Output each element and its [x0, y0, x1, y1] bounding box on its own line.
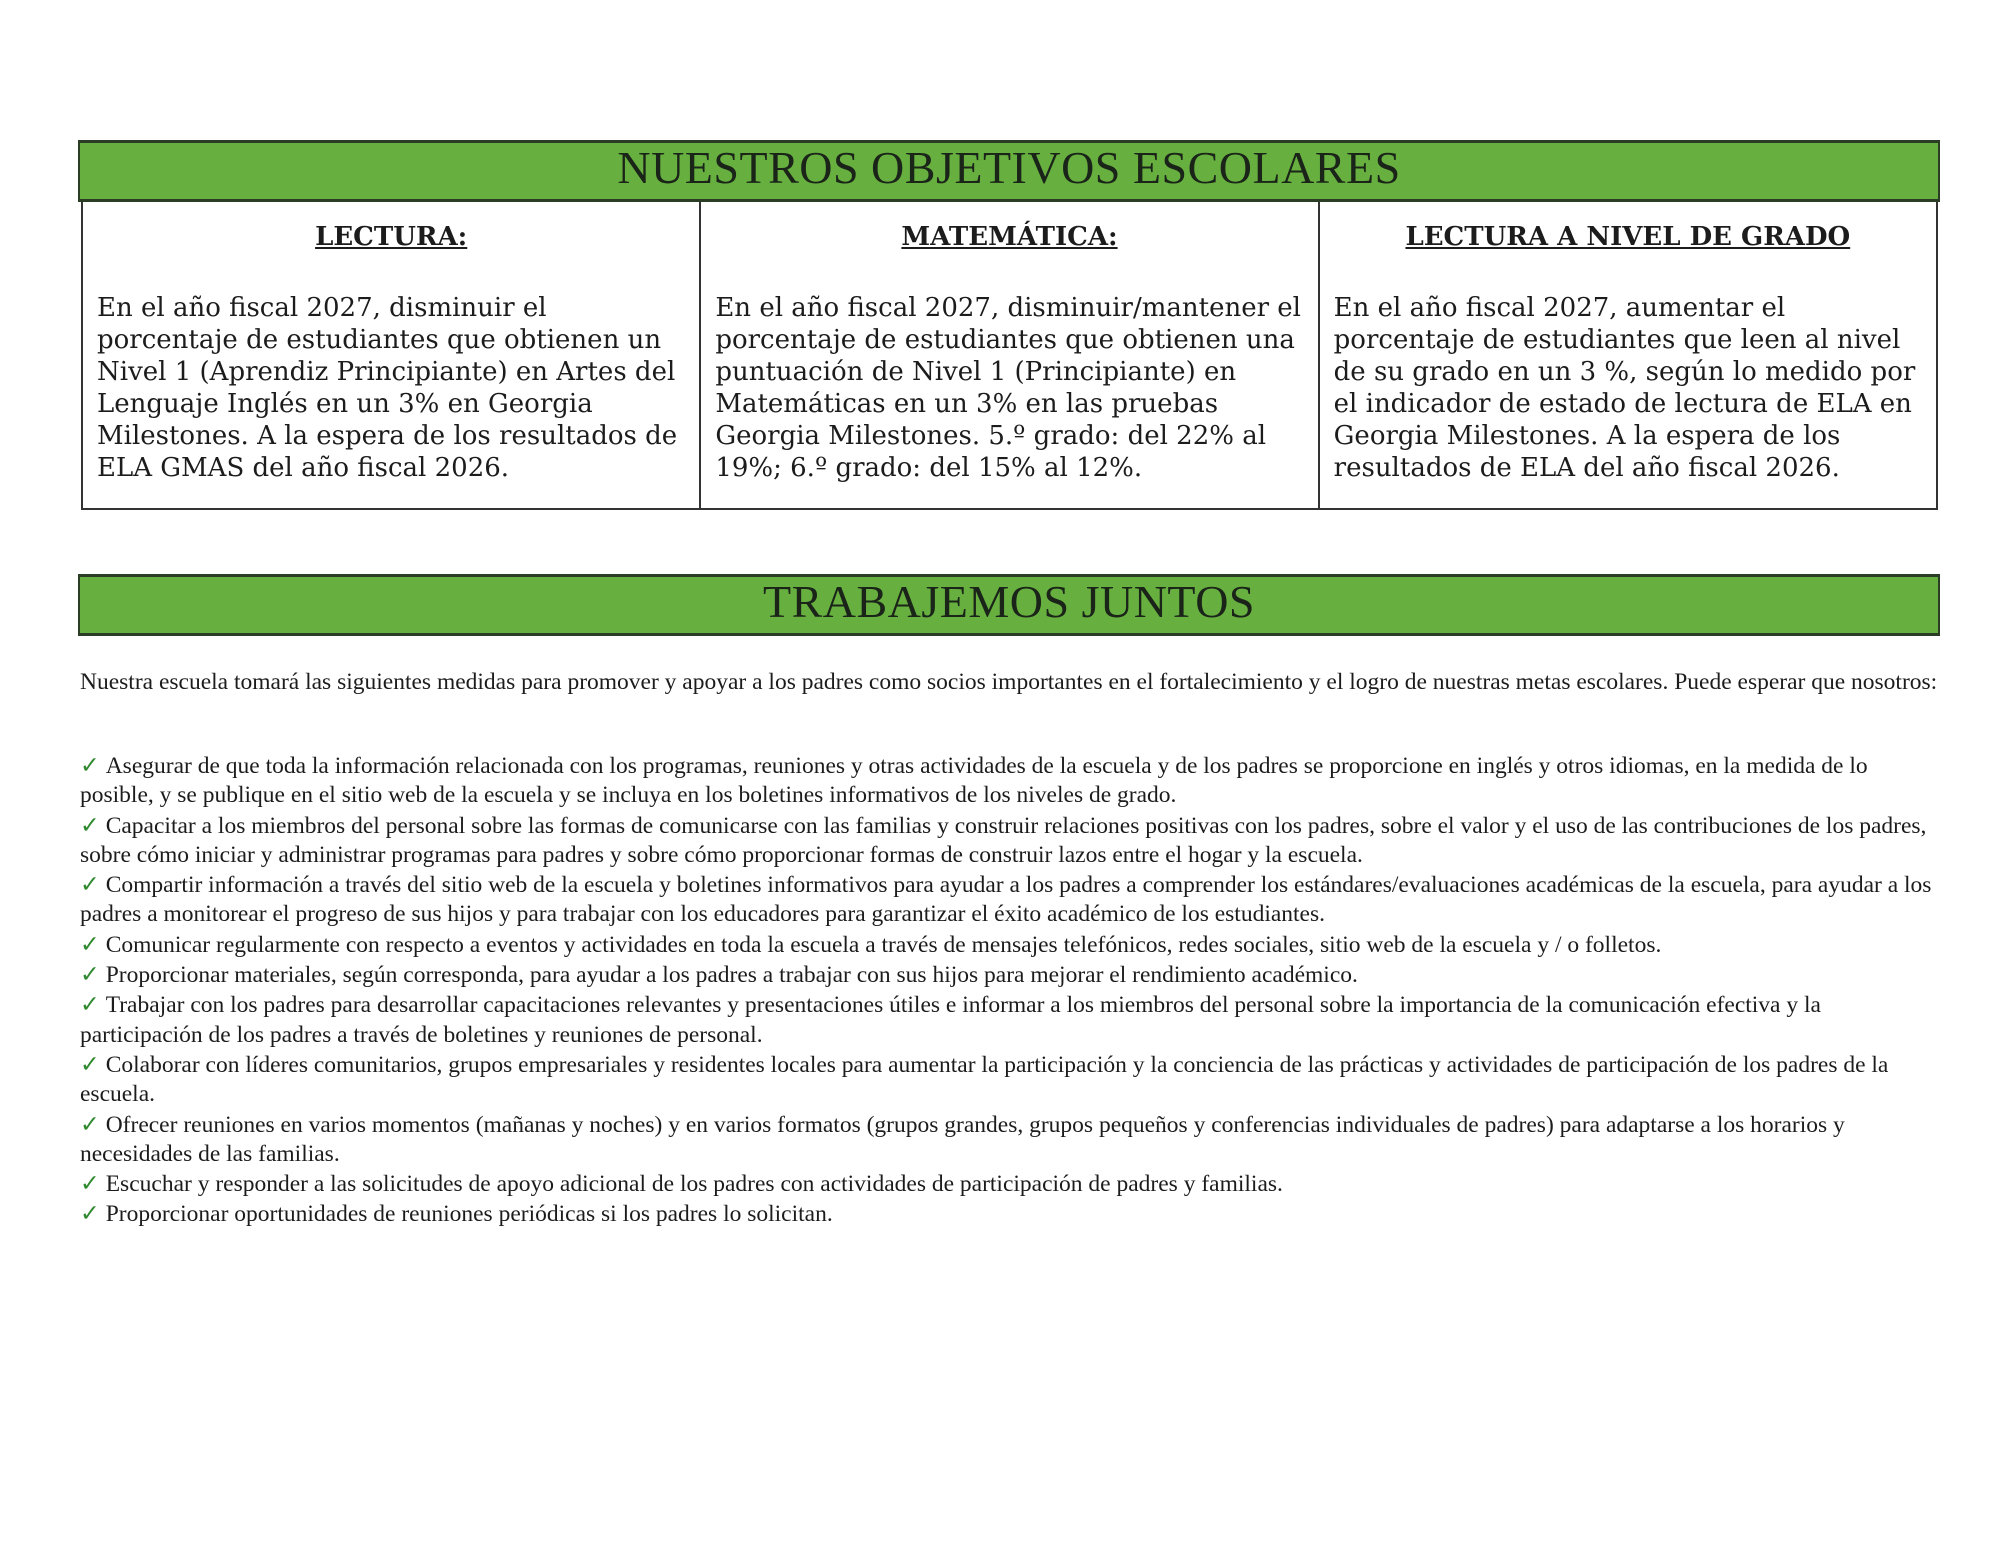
- list-item: [80, 1110, 1940, 1170]
- check-icon: ✓: [80, 929, 100, 958]
- goals-banner: [78, 140, 1940, 202]
- list-item: [80, 960, 1940, 990]
- check-icon: ✓: [80, 810, 100, 839]
- goal-text: En el año fiscal 2027, disminuir/mantener el porcentaje de estudiantes que obtienen una puntuación de Nivel 1 (Principiante) en Matemáticas en un 3% en las pruebas Georgia Milestones. 5.º grado: del 22% al 19%; 6.º grado: del 15% al 12%.: [715, 293, 1302, 483]
- work-together-banner: [78, 574, 1940, 636]
- list-item: [80, 990, 1940, 1050]
- work-intro: Nuestra escuela tomará las siguientes medidas para promover y apoyar a los padres como socios importantes en el fortalecimiento y el logro de nuestras metas escolares. Puede esperar que nosotros:: [80, 669, 1938, 695]
- goal-text: En el año fiscal 2027, aumentar el porcentaje de estudiantes que leen al nivel de su grado en un 3 %, según lo medido por el indicador de estado de lectura de ELA en Georgia Milestones. A la espera de los resultados de ELA del año fiscal 2026.: [1333, 293, 1916, 483]
- check-icon: ✓: [80, 960, 100, 989]
- list-item-text: Proporcionar oportunidades de reuniones periódicas si los padres lo solicitan.: [105, 1201, 833, 1228]
- list-item-text: Trabajar con los padres para desarrollar capacitaciones relevantes y presentaciones útiles e informar a los miembros del personal sobre la importancia de la comunicación efectiva y la participación de los padres a través de boletines y reuniones de personal.: [80, 992, 1821, 1048]
- list-item-text: Asegurar de que toda la información relacionada con los programas, reuniones y otras actividades de la escuela y de los padres se proporcione en inglés y otros idiomas, en la medida de lo posible, y se publique en el sitio web de la escuela y se incluya en los boletines informativos de los niveles de grado.: [80, 753, 1868, 809]
- list-item-text: Compartir información a través del sitio web de la escuela y boletines informativos para ayudar a los padres a comprender los estándares/evaluaciones académicas de la escuela, para ayudar a los padres a monitorear el progreso de sus hijos y para trabajar con los educadores para garantizar el éxito académico de los estudiantes.: [80, 872, 1932, 928]
- list-item: [80, 811, 1940, 871]
- list-item-text: Comunicar regularmente con respecto a eventos y actividades en toda la escuela a través de mensajes telefónicos, redes sociales, sitio web de la escuela y / o folletos.: [105, 931, 1662, 958]
- goal-heading: LECTURA:: [315, 222, 468, 252]
- list-item-text: Proporcionar materiales, según corresponda, para ayudar a los padres a trabajar con sus hijos para mejorar el rendimiento académico.: [105, 962, 1358, 989]
- goal-text: En el año fiscal 2027, disminuir el porcentaje de estudiantes que obtienen un Nivel 1 (Aprendiz Principiante) en Artes del Lenguaje Inglés en un 3% en Georgia Milestones. A la espera de los resultados de ELA GMAS del año fiscal 2026.: [97, 293, 678, 483]
- list-item-text: Ofrecer reuniones en varios momentos (mañanas y noches) y en varios formatos (grupos grandes, grupos pequeños y conferencias individuales de padres) para adaptarse a los horarios y necesidades de las familias.: [80, 1111, 1845, 1167]
- goal-column-math: [701, 202, 1319, 508]
- commitment-list: [80, 751, 1940, 1230]
- goal-heading: LECTURA A NIVEL DE GRADO: [1405, 222, 1851, 252]
- check-icon: ✓: [80, 870, 100, 899]
- goals-table: [81, 202, 1938, 510]
- check-icon: ✓: [80, 990, 100, 1019]
- goal-column-grade-reading: [1320, 202, 1936, 508]
- list-item: [80, 1199, 1940, 1229]
- work-together-title: TRABAJEMOS JUNTOS: [762, 575, 1256, 627]
- list-item-text: Capacitar a los miembros del personal sobre las formas de comunicarse con las familias y construir relaciones positivas con los padres, sobre el valor y el uso de las contribuciones de los padres, sobre cómo iniciar y administrar programas para padres y sobre cómo proporcionar formas de construir lazos entre el hogar y la escuela.: [80, 812, 1927, 868]
- goal-column-reading: [83, 202, 701, 508]
- list-item: [80, 1050, 1940, 1110]
- goal-heading: MATEMÁTICA:: [901, 222, 1118, 252]
- check-icon: ✓: [80, 751, 100, 779]
- list-item: [80, 751, 1940, 811]
- list-item: [80, 930, 1940, 960]
- list-item: [80, 1169, 1940, 1199]
- list-item-text: Colaborar con líderes comunitarios, grupos empresariales y residentes locales para aumentar la participación y la conciencia de las prácticas y actividades de participación de los padres de la escuela.: [80, 1051, 1889, 1108]
- list-item: [80, 870, 1940, 930]
- check-icon: ✓: [80, 1199, 100, 1228]
- list-item-text: Escuchar y responder a las solicitudes de apoyo adicional de los padres con actividades de participación de padres y familias.: [105, 1171, 1283, 1198]
- goals-title: NUESTROS OBJETIVOS ESCOLARES: [617, 141, 1401, 193]
- check-icon: ✓: [80, 1109, 100, 1138]
- check-icon: ✓: [80, 1169, 100, 1198]
- check-icon: ✓: [80, 1049, 100, 1078]
